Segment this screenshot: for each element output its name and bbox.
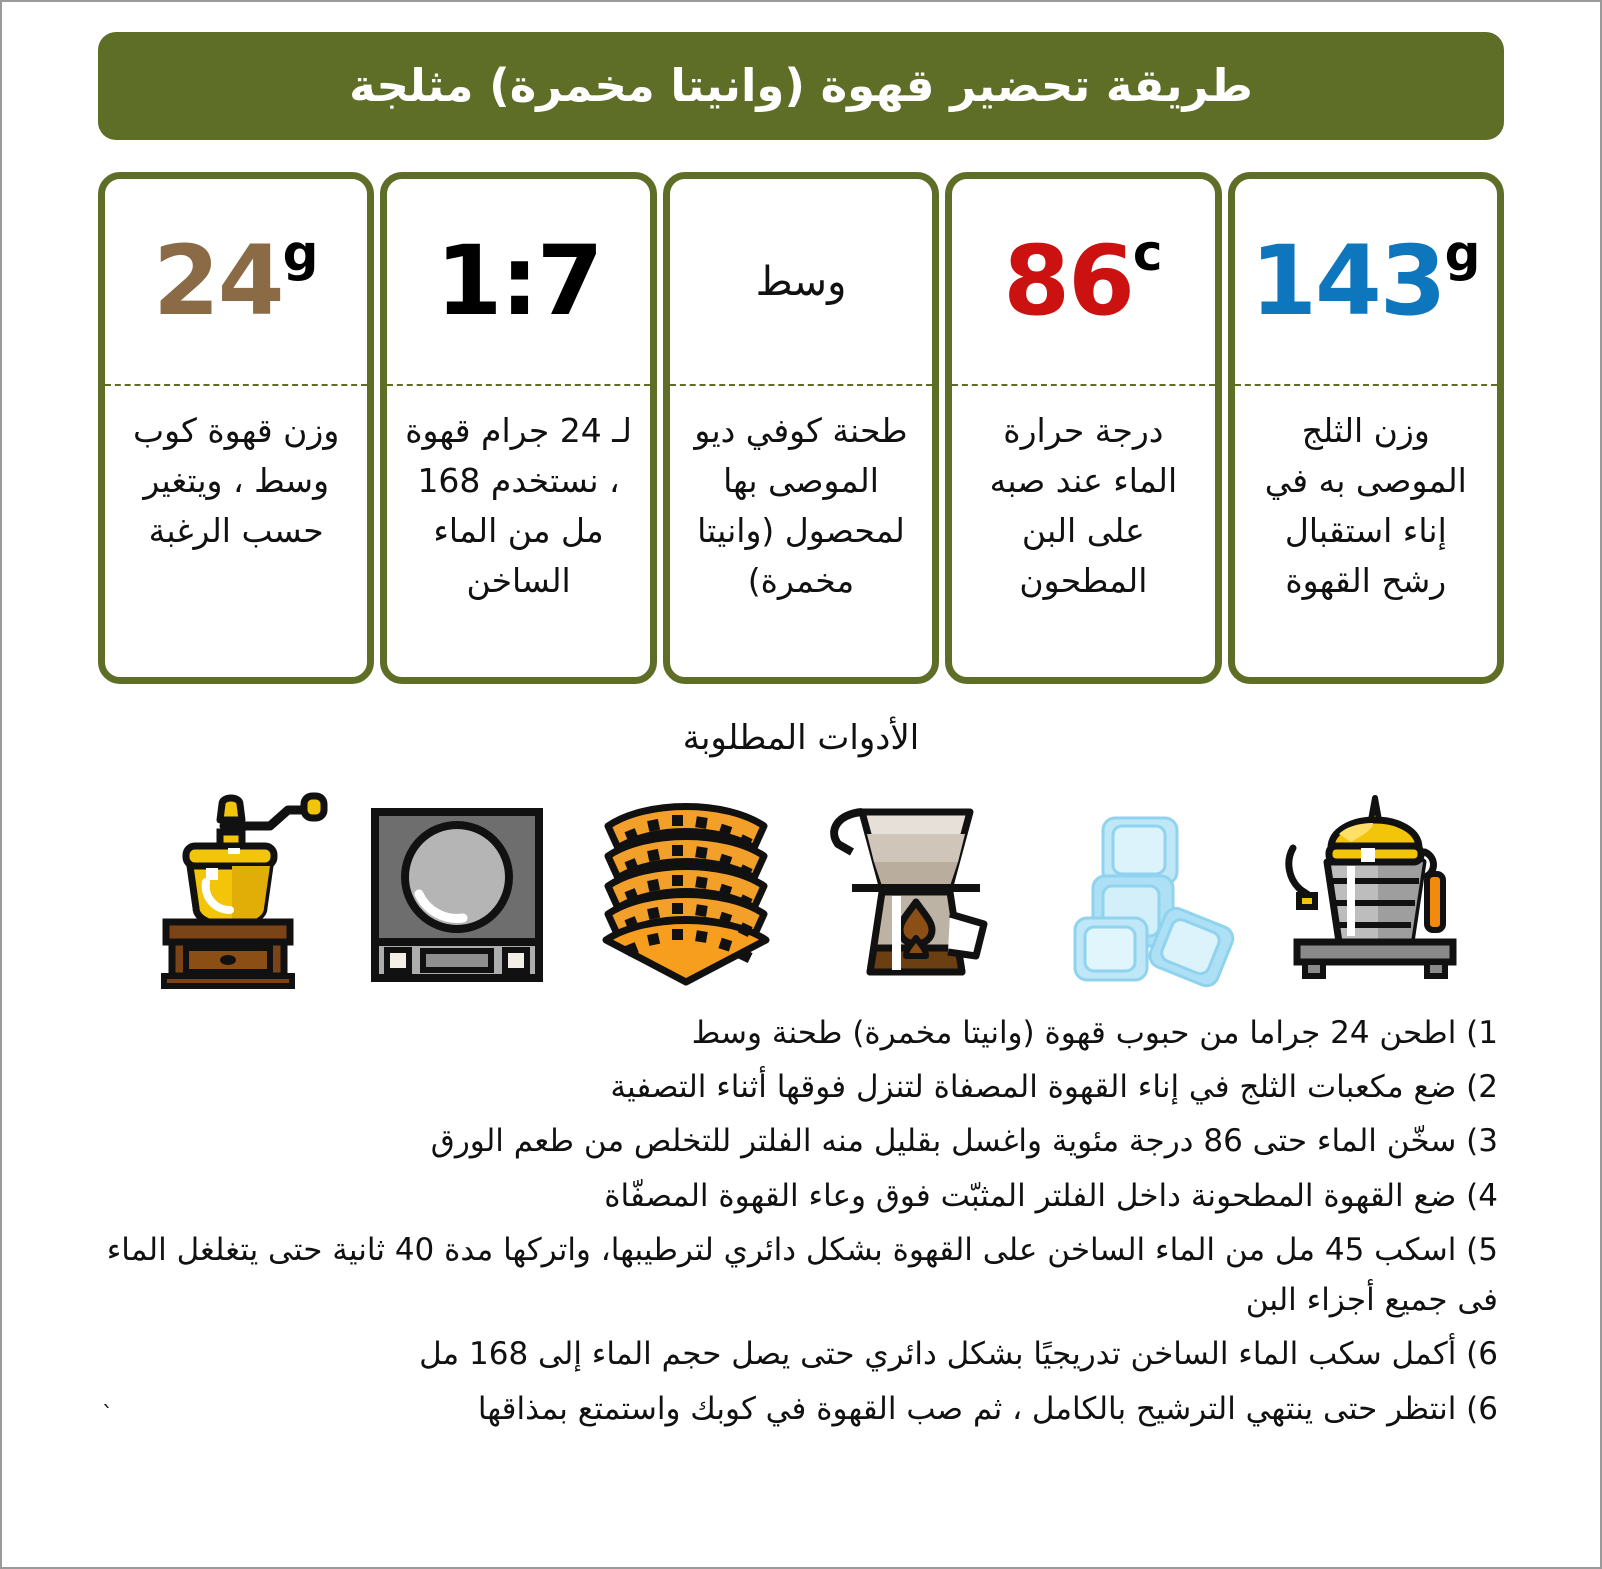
stat-value-zone: [1235, 179, 1497, 386]
stat-description-grind-size: طحنة كوفي ديو الموصى بها لمحصول (وانيتا مخمرة): [694, 411, 908, 601]
tools-row: [98, 764, 1504, 990]
step-item-6: 6) أكمل سكب الماء الساخن تدريجيًا بشكل دائري حتى يصل حجم الماء إلى 168 مل: [419, 1336, 1498, 1373]
stat-description-water-temperature: درجة حرارة الماء عند صبه على البن المطحون: [989, 411, 1178, 601]
step-item-5: 5) اسكب 45 مل من الماء الساخن على القهوة بشكل دائري لترطيبها، واتركها مدة 40 ثانية حتى يتغلغل الماء فى جميع أجزاء البن: [106, 1231, 1498, 1319]
step-item-4: 4) ضع القهوة المطحونة داخل الفلتر المثبّت فوق وعاء القهوة المصفّاة: [604, 1177, 1498, 1214]
stat-value-ice-weight: 143: [1250, 224, 1445, 337]
stat-value-zone: [952, 179, 1214, 386]
stat-card-grind-size: [663, 172, 939, 684]
stat-value-water-temperature: 86: [1003, 224, 1133, 337]
gooseneck-kettle-icon: [1267, 775, 1482, 990]
stat-value-zone: [387, 179, 649, 386]
infographic-page: [2, 2, 1600, 1567]
stat-card-ice-weight: [1228, 172, 1504, 684]
page-title: طريقة تحضير قهوة (وانيتا مخمرة) مثلجة: [349, 59, 1253, 113]
stat-value-ratio: 1:7: [435, 224, 602, 337]
stat-value-coffee-weight: 24: [152, 224, 283, 337]
stat-unit-water-temperature: c: [1132, 223, 1163, 282]
stat-value-zone: [105, 179, 367, 386]
stat-card-coffee-weight: [98, 172, 374, 684]
stat-unit-coffee-weight: g: [282, 223, 319, 282]
stat-description-ice-weight: وزن الثلج الموصى به في إناء استقبال رشح القهوة: [1264, 411, 1467, 601]
stat-card-ratio: [380, 172, 656, 684]
paper-filters-icon: [579, 775, 794, 990]
digital-scale-icon: [349, 775, 564, 990]
stat-card-water-temperature: [945, 172, 1221, 684]
stat-value-grind-size: وسط: [755, 258, 847, 305]
ice-cubes-icon: [1038, 775, 1253, 990]
steps-list: [98, 1008, 1504, 1438]
stat-description-ratio: لـ 24 جرام قهوة ، نستخدم 168 مل من الماء الساخن: [405, 411, 632, 601]
stat-description-coffee-weight: وزن قهوة كوب وسط ، ويتغير حسب الرغبة: [133, 411, 340, 551]
step-item-1: 1) اطحن 24 جراما من حبوب قهوة (وانيتا مخمرة) طحنة وسط: [691, 1015, 1498, 1051]
stat-unit-ice-weight: g: [1444, 223, 1481, 282]
stat-value-zone: [670, 179, 932, 386]
step-item-7-text: 6) انتظر حتى ينتهي الترشيح بالكامل ، ثم صب القهوة في كوبك واستمتع بمذاقها: [477, 1390, 1498, 1427]
coffee-grinder-icon: [120, 775, 335, 990]
pour-over-dripper-icon: [808, 775, 1023, 990]
step-item-2: 2) ضع مكعبات الثلج في إناء القهوة المصفاة لتنزل فوقها أثناء التصفية: [610, 1069, 1498, 1106]
step-item-7: [102, 1384, 1498, 1434]
tools-section-heading: الأدوات المطلوبة: [682, 718, 920, 758]
page-title-banner: [98, 32, 1504, 140]
step-item-3: 3) سخّن الماء حتى 86 درجة مئوية واغسل بقليل منه الفلتر للتخلص من طعم الورق: [430, 1123, 1498, 1160]
trailing-mark: `: [102, 1402, 113, 1428]
stat-cards-row: [98, 172, 1504, 684]
